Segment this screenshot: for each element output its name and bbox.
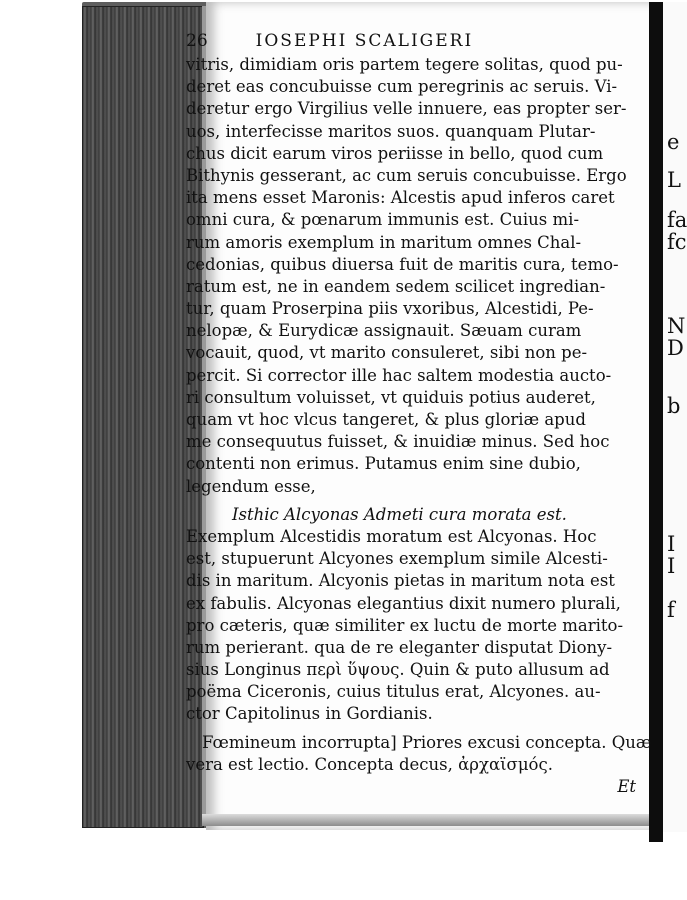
text-line: deretur ergo Virgilius velle innuere, eas propter ser-	[186, 99, 627, 119]
text-line: ctor Capitolinus in Gordianis.	[186, 704, 433, 724]
text-line: vera est lectio. Concepta decus, ἀρχαϊσμός.	[186, 754, 553, 774]
page-bottom-edge	[202, 814, 662, 826]
text-line: poëma Ciceronis, cuius titulus erat, Alcyones. au-	[186, 682, 601, 702]
text-line: pro cæteris, quæ similiter ex luctu de morte marito-	[186, 615, 624, 635]
text-line: Fœmineum incorrupta] Priores excusi concepta. Quæ	[202, 732, 652, 752]
facing-fragment: f	[667, 598, 675, 622]
text-line: vitris, dimidiam oris partem tegere solitas, quod pu-	[186, 55, 623, 74]
text-line: cedonias, quibus diuersa fuit de maritis cura, temo-	[186, 254, 619, 274]
text-line: ita mens esset Maronis: Alcestis apud inferos caret	[186, 188, 615, 208]
text-line: chus dicit earum viros periisse in bello, quod cum	[186, 143, 604, 163]
facing-fragment: L	[667, 168, 681, 192]
quoted-verse: Isthic Alcyonas Admeti cura morata est.	[232, 504, 567, 524]
facing-fragment: b	[667, 394, 681, 418]
running-title: IOSEPHI SCALIGERI	[255, 31, 474, 51]
paragraph-2	[186, 526, 656, 726]
catchword: Et	[617, 777, 636, 796]
facing-fragment: D	[667, 336, 684, 360]
lemma-paragraph	[186, 732, 656, 776]
text-line: ratum est, ne in eandem sedem scilicet ingredian-	[186, 276, 606, 296]
running-head	[186, 30, 656, 54]
facing-page	[663, 2, 687, 832]
text-line: ex fabulis. Alcyonas elegantius dixit numero plurali,	[186, 593, 621, 613]
text-line: dis in maritum. Alcyonis pietas in maritum nota est	[186, 571, 615, 591]
paragraph-1	[186, 54, 656, 498]
text-line: est, stupuerunt Alcyones exemplum simile Alcesti-	[186, 549, 608, 569]
text-line: omni cura, & pœnarum immunis est. Cuius mi-	[186, 210, 580, 230]
text-line: quam vt hoc vlcus tangeret, & plus gloriæ apud	[186, 410, 586, 429]
text-line: percit. Si corrector ille hac saltem modestia aucto-	[186, 365, 612, 385]
facing-fragment: fa	[667, 208, 687, 232]
text-line: ri consultum voluisset, vt quiduis potius auderet,	[186, 387, 596, 407]
text-line: me consequutus fuisset, & inuidiæ minus. Sed hoc	[186, 432, 610, 452]
text-line: tur, quam Proserpina piis vxoribus, Alcestidi, Pe-	[186, 299, 594, 319]
text-line: Exemplum Alcestidis moratum est Alcyonas. Hoc	[186, 526, 597, 546]
text-line: uos, interfecisse maritos suos. quanquam Plutar-	[186, 121, 596, 141]
text-line: Bithynis gesserant, ac cum seruis concubuisse. Ergo	[186, 165, 627, 185]
facing-fragment: N	[667, 314, 686, 338]
text-line: deret eas concubuisse cum peregrinis ac seruis. Vi-	[186, 77, 618, 97]
facing-fragment: fc	[667, 230, 687, 254]
facing-fragment: e	[667, 130, 680, 154]
text-line: rum perierant. qua de re eleganter disputat Diony-	[186, 637, 613, 657]
text-line: rum amoris exemplum in maritum omnes Chal-	[186, 232, 582, 252]
page-text	[186, 30, 656, 798]
text-line: legendum esse,	[186, 476, 316, 496]
text-line: vocauit, quod, vt marito consuleret, sibi non pe-	[186, 343, 588, 363]
facing-fragment: I	[667, 532, 676, 556]
text-line: sius Longinus περὶ ὕψους. Quin & puto allusum ad	[186, 660, 610, 680]
text-line: contenti non erimus. Putamus enim sine dubio,	[186, 454, 581, 474]
page-number: 26	[186, 31, 208, 51]
text-line: nelopæ, & Eurydicæ assignauit. Sæuam curam	[186, 321, 582, 341]
facing-fragment: I	[667, 554, 676, 578]
